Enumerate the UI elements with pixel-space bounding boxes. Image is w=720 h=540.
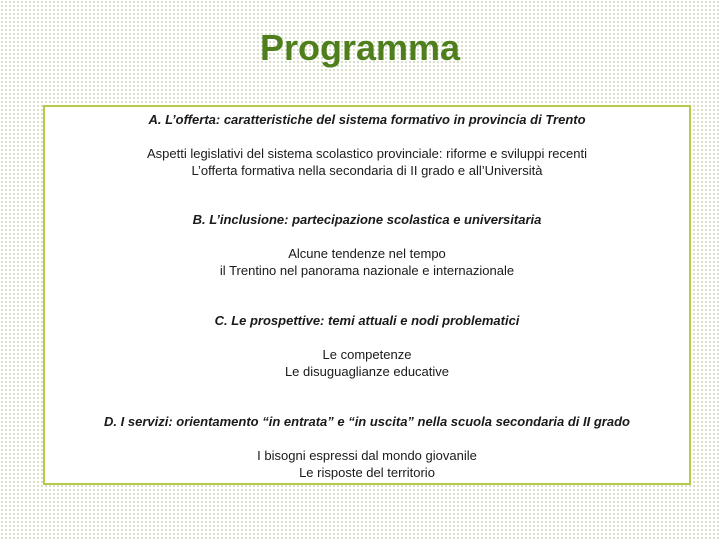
section-heading: B. L’inclusione: partecipazione scolastica e universitaria — [192, 212, 542, 227]
section-line: il Trentino nel panorama nazionale e internazionale — [219, 263, 515, 278]
section-heading: A. L’offerta: caratteristiche del sistema formativo in provincia di Trento — [148, 112, 586, 127]
section-d — [45, 413, 689, 481]
section-heading: C. Le prospettive: temi attuali e nodi problematici — [214, 313, 520, 328]
section-line: Le competenze — [322, 347, 412, 362]
section-line: I bisogni espressi dal mondo giovanile — [257, 448, 477, 463]
section-b — [45, 211, 689, 279]
section-line: Aspetti legislativi del sistema scolastico provinciale: riforme e sviluppi recenti — [146, 146, 587, 161]
page-title: Programma — [259, 27, 461, 68]
section-heading: D. I servizi: orientamento “in entrata” e “in uscita” nella scuola secondaria di II grado — [104, 414, 630, 429]
section-a — [45, 111, 689, 179]
section-line: Alcune tendenze nel tempo — [288, 246, 446, 261]
section-c — [45, 312, 689, 380]
section-line: L’offerta formativa nella secondaria di II grado e all’Università — [191, 163, 543, 178]
program-box — [43, 105, 691, 485]
section-line: Le risposte del territorio — [299, 465, 435, 480]
section-line: Le disuguaglianze educative — [284, 364, 450, 379]
